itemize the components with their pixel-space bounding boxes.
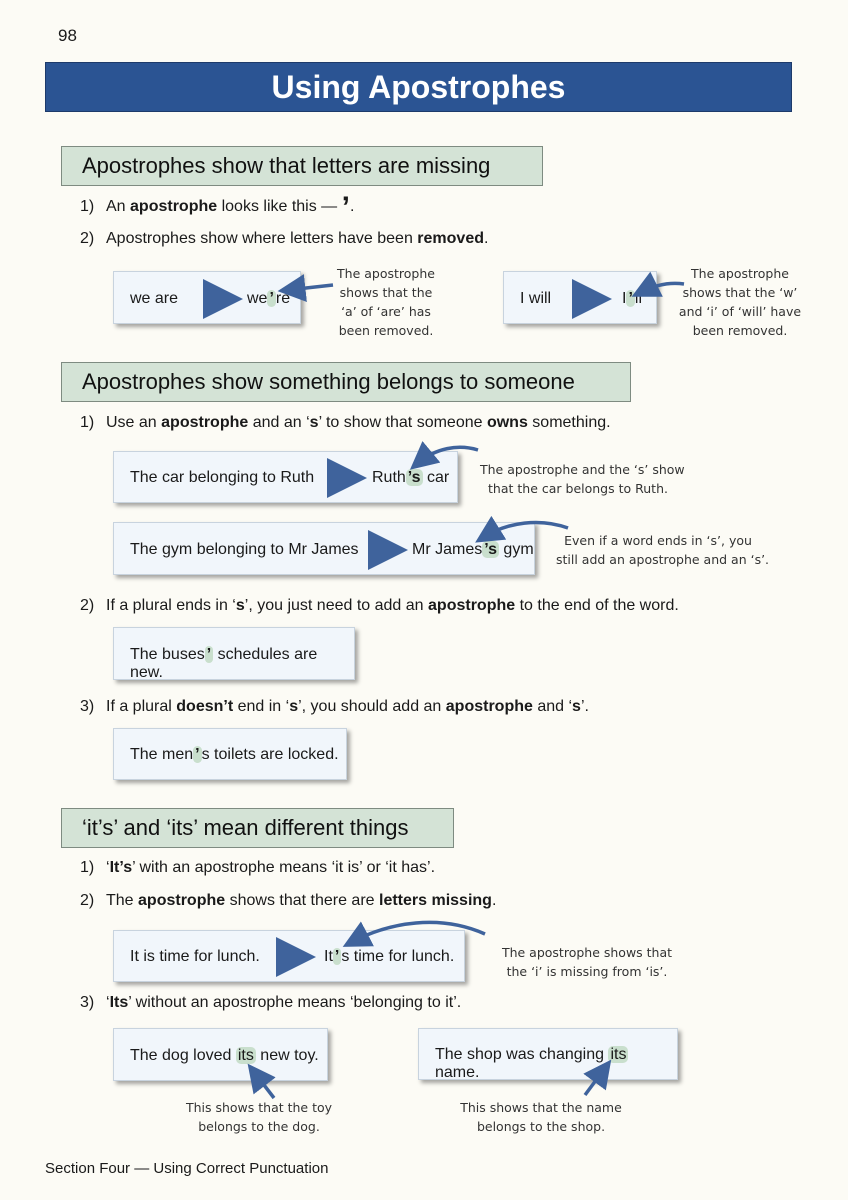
example-from: we are (130, 290, 179, 307)
section-heading-belongs: Apostrophes show something belongs to someone (61, 362, 631, 402)
rule-2-letters-missing: 2) The apostrophe shows that there are letters missing. (80, 892, 497, 909)
apostrophe-mark: ’ (341, 191, 350, 224)
example-from: I will (520, 290, 552, 307)
note-ruths-car: The apostrophe and the ‘s’ show that the car belongs to Ruth. (480, 462, 685, 496)
pointer-arrow-icon (418, 447, 478, 463)
example-to: we ’ re (247, 290, 291, 307)
section-heading-its: ‘it’s’ and ‘its’ mean different things (61, 808, 454, 848)
pointer-arrow-icon (254, 1072, 274, 1098)
pointer-arrow-icon (484, 522, 568, 537)
note-its-time: The apostrophe shows that the ‘i’ is missing from ‘is’. (501, 945, 673, 979)
rule-1-apostrophe-look: 1) An apostrophe looks like this — ’. (80, 191, 355, 224)
example-from: The gym belonging to Mr James (130, 541, 359, 558)
example-sentence: The men ’ s toilets are locked. (130, 746, 339, 763)
page-footer: Section Four — Using Correct Punctuation (45, 1160, 329, 1177)
example-from: It is time for lunch. (130, 948, 260, 965)
note-i-will: The apostrophe shows that the ‘w’ and ‘i’ of ‘will’ have been removed. (678, 266, 802, 338)
rule-2-plural-ends-s: 2) If a plural ends in ‘s’, you just need to add an apostrophe to the end of the word. (80, 597, 679, 614)
pointer-arrow-icon (585, 1068, 605, 1095)
example-to: Mr James ’s gym (412, 541, 534, 558)
example-sentence: The buses ’ schedules are new. (130, 646, 318, 681)
rule-1-its-with-apostrophe: 1) ‘It’s’ with an apostrophe means ‘it is’ or ‘it has’. (80, 859, 436, 876)
page-number: 98 (58, 26, 77, 45)
example-from: The car belonging to Ruth (130, 469, 315, 486)
pointer-arrow-icon (641, 283, 684, 292)
pointer-arrow-icon (288, 285, 333, 290)
note-dog-toy: This shows that the toy belongs to the dog. (185, 1100, 333, 1134)
section-heading-missing-letters: Apostrophes show that letters are missing (61, 146, 543, 186)
note-shop-name: This shows that the name belongs to the shop. (460, 1100, 622, 1134)
rule-2-letters-removed: 2) Apostrophes show where letters have been removed. (80, 230, 489, 247)
example-sentence: The dog loved its new toy. (130, 1047, 319, 1064)
rule-1-ownership: 1) Use an apostrophe and an ‘s’ to show that someone owns something. (80, 414, 611, 431)
note-we-are: The apostrophe shows that the ‘a’ of ‘are’ has been removed. (337, 266, 435, 338)
example-to: It ’ s time for lunch. (324, 948, 455, 965)
rule-3-plural-no-s: 3) If a plural doesn’t end in ‘s’, you should add an apostrophe and ‘s’. (80, 698, 589, 715)
example-to: Ruth ’s car (372, 469, 450, 486)
example-sentence: The shop was changing its name. (435, 1046, 627, 1081)
page-title: Using Apostrophes (45, 62, 792, 112)
note-mr-james-gym: Even if a word ends in ‘s’, you still add an apostrophe and an ‘s’. (556, 533, 770, 567)
rule-3-its-without-apostrophe: 3) ‘Its’ without an apostrophe means ‘belonging to it’. (80, 994, 462, 1011)
example-to: I ’ ll (622, 290, 643, 307)
pointer-arrow-icon (352, 922, 485, 942)
